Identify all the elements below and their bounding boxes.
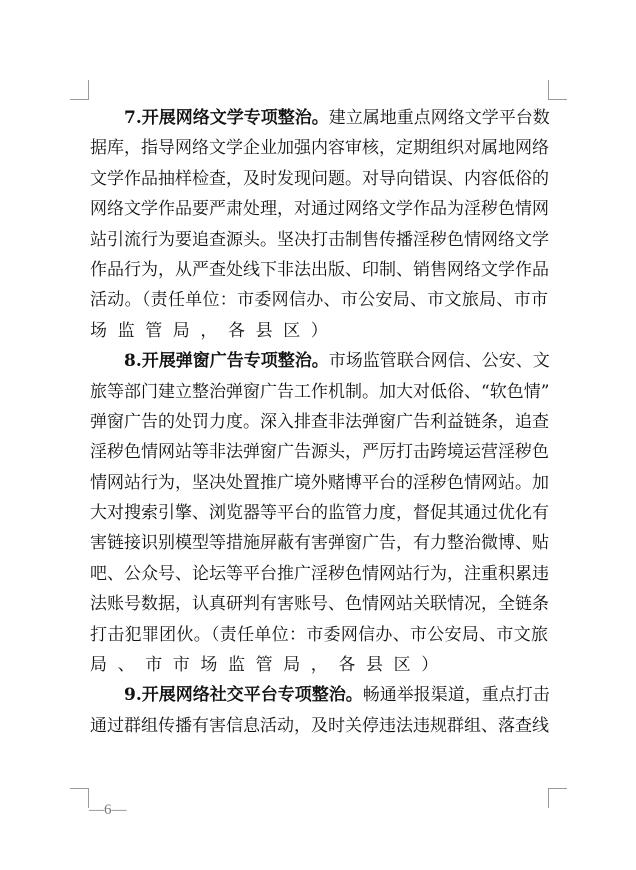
section-heading: 9.开展网络社交平台专项整治。 [124,685,363,706]
paragraph-line [90,194,548,224]
line-text: 站引流行为要追查源头。坚决打击制售传播淫秽色情网络文学 [90,229,549,250]
section-heading: 8.开展弹窗广告专项整治。 [124,351,329,372]
corner-mark-bottom-right-v [548,788,549,808]
paragraph-line [90,316,548,346]
line-text: 据库，指导网络文学企业加强内容审核，定期组织对属地网络 [90,138,549,159]
line-text: 场监管局，各县区） [90,320,339,341]
line-text: 淫秽色情网站等非法弹窗广告源头，严厉打击跨境运营淫秽色 [90,442,549,463]
paragraph-line [90,407,548,437]
line-text: 局、市市场监管局，各县区） [90,655,449,676]
corner-mark-top-left-v [88,80,89,100]
line-text: 作品行为，从严查处线下非法出版、印制、销售网络文学作品 [90,259,549,280]
section-heading: 7.开展网络文学专项整治。 [124,108,329,128]
line-text: 大对搜索引擎、浏览器等平台的监管力度，督促其通过优化有 [90,503,549,524]
corner-mark-top-right-v [548,80,549,100]
paragraph-line [90,225,548,255]
page-number: —6— [89,802,127,818]
line-text: 情网站行为，坚决处置推广境外赌博平台的淫秽色情网站。加 [90,472,549,493]
paragraph-line [90,133,548,163]
paragraph-line [90,346,548,376]
paragraph-line [90,255,548,285]
corner-mark-bottom-right-h [548,788,567,789]
paragraph-line [90,103,548,133]
paragraph-line [90,680,548,710]
paragraph-line [90,164,548,194]
line-text: 旅等部门建立整治弹窗广告工作机制。加大对低俗、“软色情” [90,381,550,402]
paragraph-line [90,559,548,589]
corner-mark-top-left-h [70,99,89,100]
paragraph-line [90,285,548,315]
line-text: 畅通举报渠道，重点打击 [362,685,550,706]
paragraph-line [90,650,548,680]
paragraph-line [90,498,548,528]
paragraph-line [90,528,548,558]
line-text: 弹窗广告的处罚力度。深入排查非法弹窗广告利益链条，追查 [90,411,549,432]
corner-mark-top-right-h [548,99,567,100]
line-text: 法账号数据，认真研判有害账号、色情网站关联情况，全链条 [90,594,549,615]
line-text: 网络文学作品要严肃处理，对通过网络文学作品为淫秽色情网 [90,199,549,220]
paragraph-line [90,377,548,407]
line-text: 吧、公众号、论坛等平台推广淫秽色情网站行为，注重积累违 [90,563,549,584]
line-text: 市场监管联合网信、公安、文 [328,351,550,372]
paragraph-line [90,589,548,619]
document-body [90,103,548,741]
line-text: 通过群组传播有害信息活动，及时关停违法违规群组、落查线 [90,715,549,736]
line-text: 文学作品抽样检查，及时发现问题。对导向错误、内容低俗的 [90,168,549,189]
corner-mark-bottom-left-h [70,788,89,789]
line-text: 活动。（责任单位：市委网信办、市公安局、市文旅局、市市 [90,290,548,311]
paragraph-line [90,620,548,650]
line-text: 害链接识别模型等措施屏蔽有害弹窗广告，有力整治微博、贴 [90,533,549,554]
paragraph-line [90,711,548,741]
line-text: 打击犯罪团伙。（责任单位：市委网信办、市公安局、市文旅 [90,624,548,645]
line-text: 建立属地重点网络文学平台数 [328,108,550,128]
paragraph-line [90,468,548,498]
paragraph-line [90,437,548,467]
